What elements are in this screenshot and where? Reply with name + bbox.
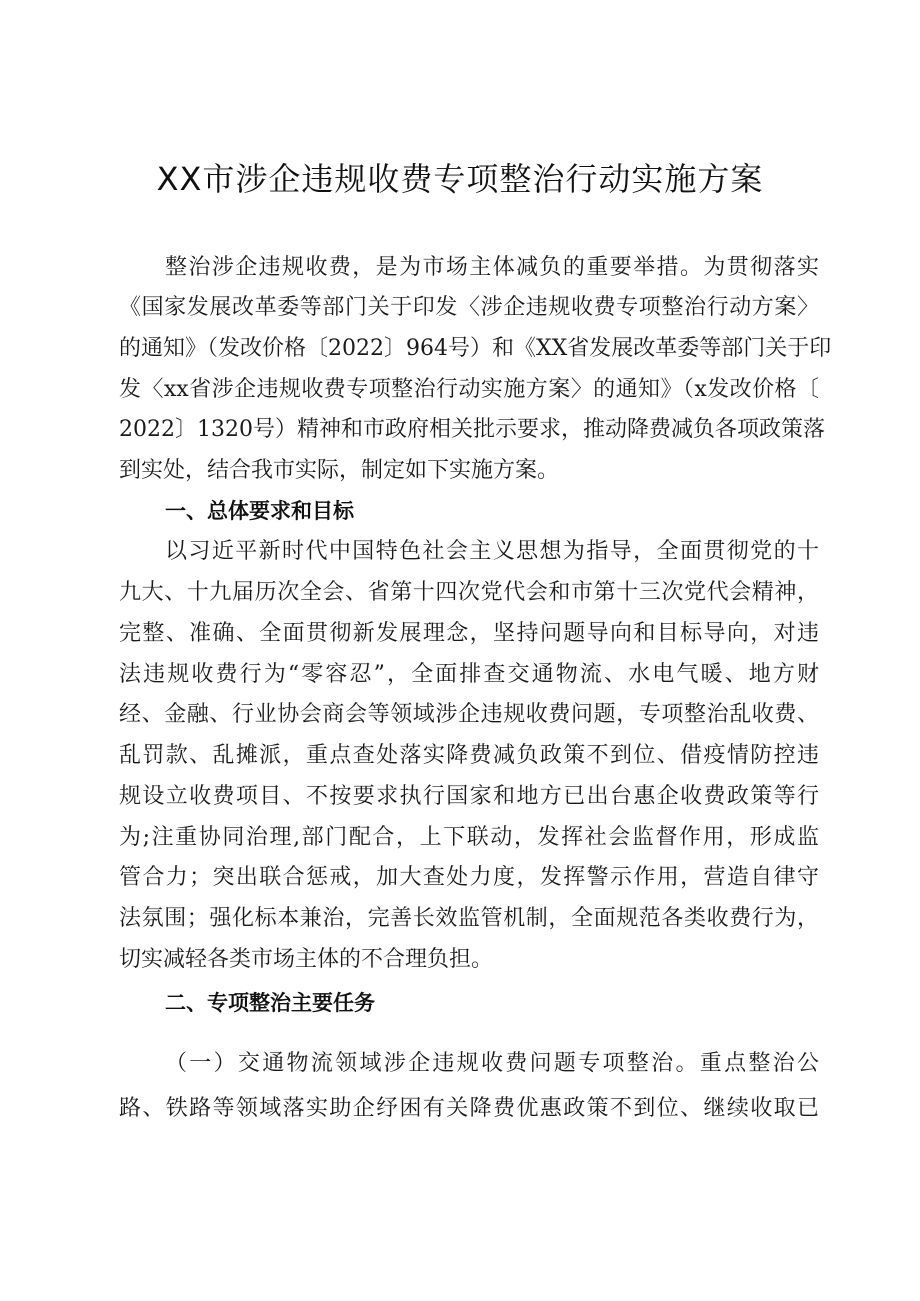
section1-line-1: 以习近平新时代中国特色社会主义思想为指导，全面贯彻党的十 xyxy=(165,539,819,564)
section2-line-2: 路、铁路等领域落实助企纾困有关降费优惠政策不到位、继续收取已 xyxy=(119,1096,819,1121)
section1-line-11: 切实减轻各类市场主体的不合理负担。 xyxy=(119,947,494,972)
intro-line-1: 整治涉企违规收费，是为市场主体减负的重要举措。为贯彻落实 xyxy=(165,255,819,280)
section-heading-main-tasks: 二、专项整治主要任务 xyxy=(165,991,375,1015)
intro-line-4: 发〈xx省涉企违规收费专项整治行动实施方案〉的通知》（x发改价格〔 xyxy=(119,377,819,402)
section1-line-5: 经、金融、行业协会商会等领域涉企违规收费问题，专项整治乱收费、 xyxy=(119,702,819,727)
section1-line-4: 法违规收费行为“零容忍”，全面排查交通物流、水电气暖、地方财 xyxy=(119,662,819,687)
section-heading-overall-requirements: 一、总体要求和目标 xyxy=(165,499,354,523)
section1-line-3: 完整、准确、全面贯彻新发展理念，坚持问题导向和目标导向，对违 xyxy=(119,621,819,646)
section1-line-2: 九大、十九届历次全会、省第十四次党代会和市第十三次党代会精神， xyxy=(119,580,819,605)
intro-line-6: 到实处，结合我市实际，制定如下实施方案。 xyxy=(119,458,560,483)
intro-line-2: 《国家发展改革委等部门关于印发〈涉企违规收费专项整治行动方案〉 xyxy=(119,295,819,320)
intro-line-5: 2022〕1320号）精神和市政府相关批示要求，推动降费减负各项政策落 xyxy=(119,417,825,442)
section2-line-1: （一）交通物流领域涉企违规收费问题专项整治。重点整治公 xyxy=(165,1051,819,1076)
section1-line-9: 管合力；突出联合惩戒，加大查处力度，发挥警示作用，营造自律守 xyxy=(119,865,819,890)
intro-line-3: 的通知》（发改价格〔2022〕964号）和《XX省发展改革委等部门关于印 xyxy=(119,336,832,361)
section1-line-8: 为;注重协同治理,部门配合，上下联动，发挥社会监督作用，形成监 xyxy=(119,825,819,850)
section1-line-7: 规设立收费项目、不按要求执行国家和地方已出台惠企收费政策等行 xyxy=(119,784,819,809)
section1-line-10: 法氛围；强化标本兼治，完善长效监管机制，全面规范各类收费行为， xyxy=(119,906,819,931)
section1-line-6: 乱罚款、乱摊派，重点查处落实降费减负政策不到位、借疫情防控违 xyxy=(119,743,819,768)
document-title: XX市涉企违规收费专项整治行动实施方案 xyxy=(156,160,764,198)
